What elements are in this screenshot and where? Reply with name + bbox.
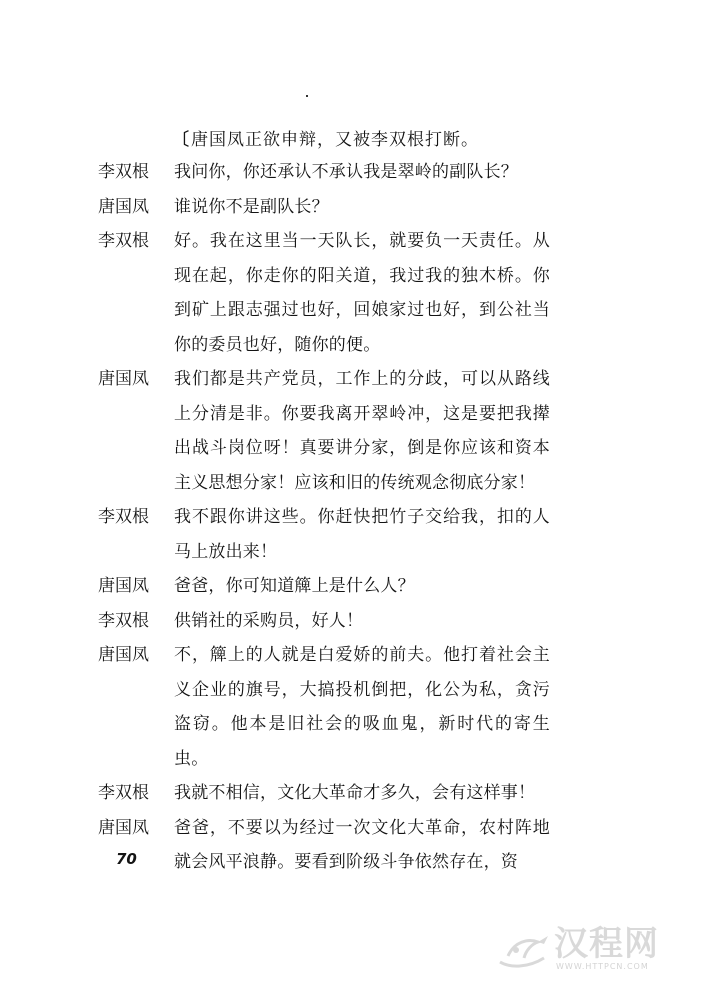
crane-logo-icon xyxy=(494,928,554,972)
speech-text: 不，簰上的人就是白爱娇的前夫。他打着社会主义企业的旗号，大搞投机倒把，化公为私，贪污盗窃。他本是旧社会的吸血鬼，新时代的寄生虫。 xyxy=(174,645,550,769)
dialogue-line xyxy=(98,362,558,500)
stage-direction-bracket: 〔 xyxy=(172,130,190,150)
dialogue-line xyxy=(98,569,558,604)
stage-direction xyxy=(172,127,479,153)
speaker-name: 唐国凤 xyxy=(98,817,149,838)
speaker-name: 李双根 xyxy=(98,610,149,631)
watermark-text: 汉程网 xyxy=(554,924,659,964)
watermark-url: WWW.HTTPCN.COM xyxy=(556,962,649,971)
stage-direction-text: 唐国凤正欲申辩，又被李双根打断。 xyxy=(191,130,479,150)
speech-text: 我问你，你还承认不承认我是翠岭的副队长？ xyxy=(174,162,518,182)
speaker-name: 李双根 xyxy=(98,231,149,251)
speaker-name: 唐国凤 xyxy=(98,369,149,389)
print-speck xyxy=(306,95,308,97)
dialogue-line xyxy=(98,638,558,776)
speech-text: 好。我在这里当一天队长，就要负一天责任。从现在起，你走你的阳关道，我过我的独木桥。你到矿上跟志强过也好，回娘家过也好，到公社当你的委员也好，随你的便。 xyxy=(174,231,550,355)
page-number: 70 xyxy=(116,850,137,868)
speaker-name: 李双根 xyxy=(98,507,149,527)
speaker-name: 唐国凤 xyxy=(98,576,149,596)
dialogue-line xyxy=(98,604,558,639)
speaker-name: 唐国凤 xyxy=(98,196,149,217)
dialogue-block xyxy=(98,155,558,880)
speech-text: 爸爸，不要以为经过一次文化大革命，农村阵地就会风平浪静。要看到阶级斗争依然存在，资 xyxy=(174,817,550,872)
watermark xyxy=(494,924,694,976)
speech-text: 供销社的采购员，好人！ xyxy=(174,610,364,631)
speaker-name: 李双根 xyxy=(98,162,149,182)
dialogue-line xyxy=(98,776,558,811)
speaker-name: 李双根 xyxy=(98,783,149,803)
dialogue-line xyxy=(98,811,558,880)
speech-text: 谁说你不是副队长？ xyxy=(174,196,329,217)
speech-text: 爸爸，你可知道簰上是什么人？ xyxy=(174,576,415,596)
dialogue-line xyxy=(98,155,558,190)
speaker-name: 唐国凤 xyxy=(98,645,149,665)
speech-text: 我就不相信，文化大革命才多久，会有这样事！ xyxy=(174,783,536,803)
dialogue-line xyxy=(98,190,558,225)
speech-text: 我不跟你讲这些。你赶快把竹子交给我，扣的人马上放出来！ xyxy=(174,507,550,562)
speech-text: 我们都是共产党员，工作上的分歧，可以从路线上分清是非。你要我离开翠岭冲，这是要把我撵出战斗岗位呀！真要讲分家，倒是你应该和资本主义思想分家！应该和旧的传统观念彻底分家！ xyxy=(174,369,550,493)
dialogue-line xyxy=(98,500,558,569)
dialogue-line xyxy=(98,224,558,362)
